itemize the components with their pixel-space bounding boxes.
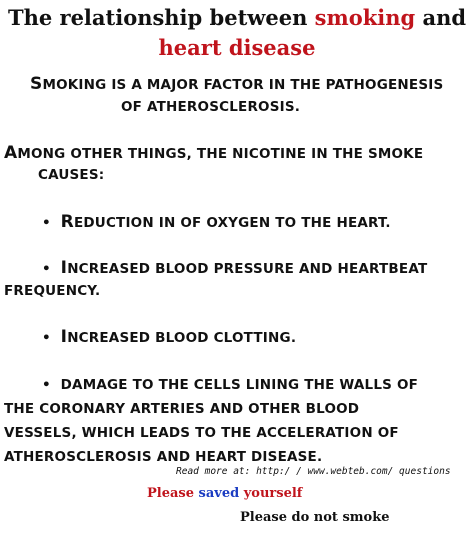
paragraph-text: MONG OTHER THINGS, THE NICOTINE IN THE SMOKE [17,146,424,162]
drop-cap: A [4,143,18,163]
source-credit: Read more at: http:/ / www.webteb.com/ questions [176,466,451,477]
bullet-icon: • [42,377,51,393]
title-text-c: and [415,5,467,30]
bullet-item-pressure [42,258,427,278]
yourself-word: yourself [239,486,303,501]
bullet-item-oxygen [42,212,391,232]
bullet-item-damage-line-3: VESSELS, WHICH LEADS TO THE ACCELERATION OF [4,425,399,441]
drop-cap: R [60,212,74,232]
paragraph-text: MOKING IS A MAJOR FACTOR IN THE PATHOGENESIS [42,77,444,93]
bullet-icon: • [42,330,51,346]
please-do-not-smoke: Please do not smoke [240,510,390,525]
saved-word: saved [198,486,240,501]
drop-cap: I [60,327,68,347]
please-word: Please [147,486,199,501]
title-text-a: The relationship between [7,5,315,30]
bullet-item-damage [42,377,418,393]
bullet-item-damage-line-4: ATHEROSCLEROSIS AND HEART DISEASE. [4,449,323,465]
paragraph-2-line-2: CAUSES: [38,167,105,183]
bullet-text: NCREASED BLOOD CLOTTING. [67,330,297,346]
bullet-icon: • [42,261,51,277]
title-keyword-smoking: smoking [314,5,416,30]
title-line-2: heart disease [158,35,316,60]
paragraph-1-line-2: OF ATHEROSCLEROSIS. [121,99,301,115]
bullet-item-pressure-line-2: FREQUENCY. [4,283,101,299]
bullet-icon: • [42,215,51,231]
please-saved-yourself [147,486,302,501]
bullet-text: NCREASED BLOOD PRESSURE AND HEARTBEAT [67,261,428,277]
bullet-item-clotting [42,327,296,347]
title-line-1 [0,6,474,30]
drop-cap: S [30,74,43,94]
paragraph-2-line-1 [4,143,423,163]
bullet-text: DAMAGE TO THE CELLS LINING THE WALLS OF [60,377,419,393]
drop-cap: I [60,258,68,278]
bullet-item-damage-line-2: THE CORONARY ARTERIES AND OTHER BLOOD [4,401,360,417]
paragraph-1-line-1 [30,74,443,94]
bullet-text: EDUCTION IN OF OXYGEN TO THE HEART. [73,215,391,231]
